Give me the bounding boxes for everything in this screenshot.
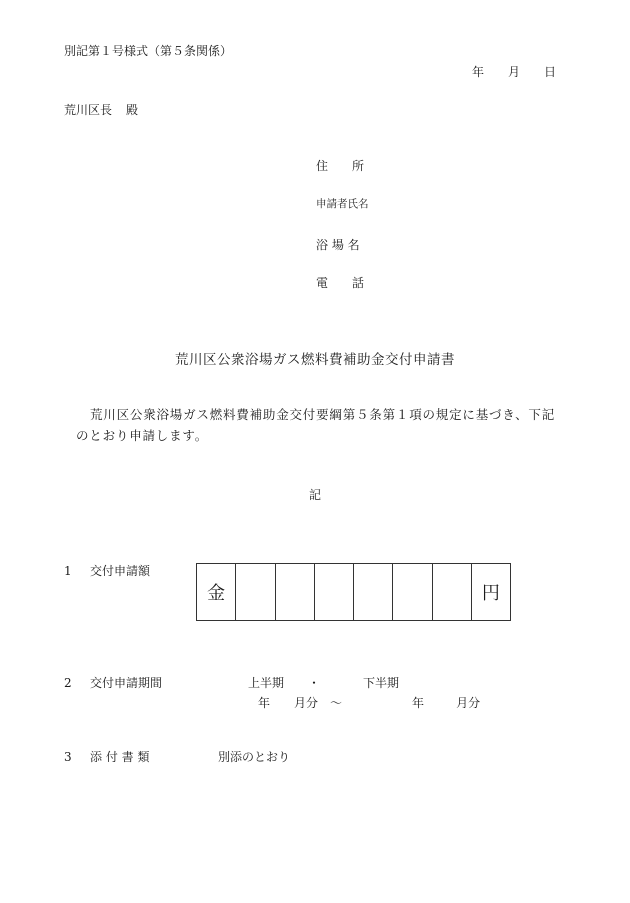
applicant-name-label: 申請者氏名 <box>316 198 369 210</box>
date-month-label: 月 <box>507 65 520 79</box>
first-half-option[interactable]: 上半期 <box>248 676 285 690</box>
section3-number: 3 <box>64 750 72 764</box>
bathhouse-name-label: 浴 場 名 <box>316 238 360 252</box>
phone-label: 電 話 <box>316 276 365 290</box>
period-end-month: 月分 <box>456 696 481 710</box>
section2-label: 交付申請期間 <box>90 676 163 690</box>
addressee-name: 荒川区長 <box>64 103 113 117</box>
period-start-month: 月分 <box>294 696 319 710</box>
address-label: 住 所 <box>316 159 365 173</box>
amount-digit-cell[interactable] <box>275 564 314 620</box>
addressee <box>64 101 138 118</box>
amount-digit-cell[interactable] <box>235 564 274 620</box>
date-line <box>472 63 556 80</box>
ki-heading: 記 <box>308 488 321 502</box>
period-end-year: 年 <box>412 696 425 710</box>
document-title: 荒川区公衆浴場ガス燃料費補助金交付申請書 <box>175 352 455 368</box>
half-separator: ・ <box>308 676 321 690</box>
attachments-value: 別添のとおり <box>218 750 291 764</box>
period-tilde: ～ <box>330 696 343 710</box>
section1-label: 交付申請額 <box>90 564 151 578</box>
amount-digit-cell[interactable] <box>432 564 471 620</box>
section1 <box>64 562 150 579</box>
body-text: 荒川区公衆浴場ガス燃料費補助金交付要綱第５条第１項の規定に基づき、下記のとおり申請します。 <box>76 407 556 443</box>
section3 <box>64 748 149 765</box>
addressee-honorific: 殿 <box>126 103 139 117</box>
second-half-option[interactable]: 下半期 <box>363 676 400 690</box>
section3-label: 添 付 書 類 <box>90 750 150 764</box>
body-paragraph <box>76 404 566 446</box>
section2-number: 2 <box>64 676 72 690</box>
date-day-label: 日 <box>543 65 556 79</box>
section1-number: 1 <box>64 564 72 578</box>
amount-suffix: 円 <box>471 564 510 620</box>
date-year-label: 年 <box>471 65 484 79</box>
period-start-year: 年 <box>258 696 271 710</box>
section2 <box>64 674 162 691</box>
amount-digit-cell[interactable] <box>353 564 392 620</box>
amount-box <box>196 563 511 621</box>
amount-digit-cell[interactable] <box>392 564 431 620</box>
form-number: 別記第１号様式（第５条関係） <box>64 44 233 58</box>
period-line <box>258 694 480 711</box>
amount-prefix: 金 <box>207 583 226 604</box>
amount-digit-cell[interactable] <box>314 564 353 620</box>
